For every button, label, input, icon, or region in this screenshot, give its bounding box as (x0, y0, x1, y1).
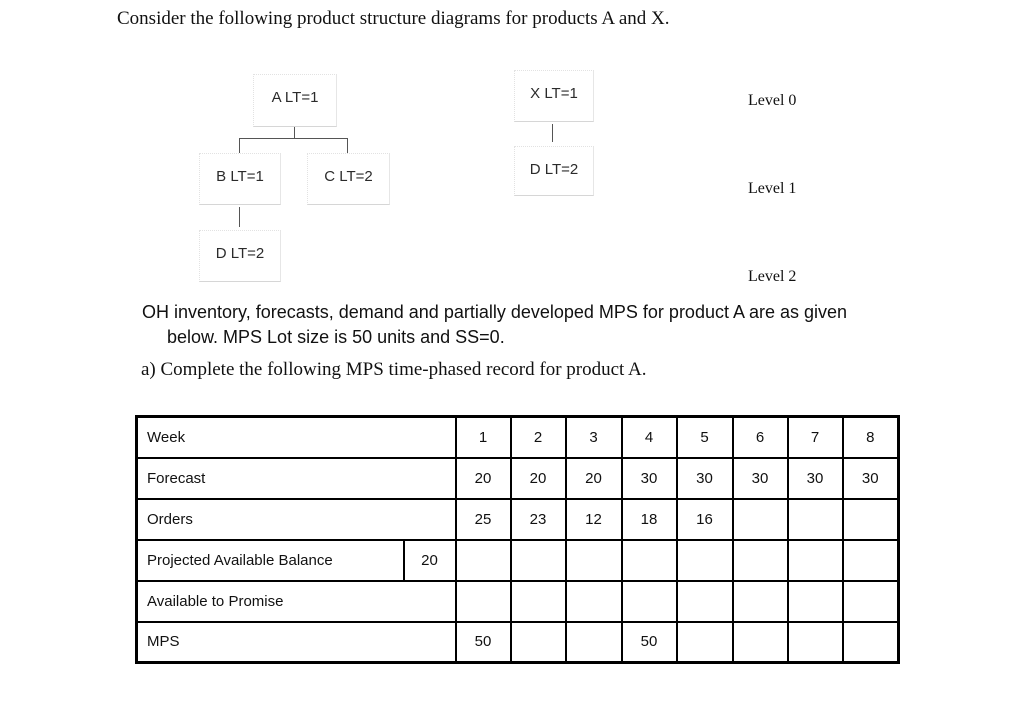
table-cell[interactable] (622, 581, 677, 622)
table-cell[interactable]: 20 (456, 458, 511, 499)
table-cell[interactable]: 25 (456, 499, 511, 540)
week-row (137, 417, 899, 458)
week-cell: 3 (566, 417, 622, 458)
table-cell[interactable]: 16 (677, 499, 733, 540)
table-cell[interactable] (566, 622, 622, 663)
description-text (142, 300, 847, 350)
table-cell[interactable] (788, 540, 843, 581)
node-x: X LT=1 (514, 70, 594, 122)
forecast-row (137, 458, 899, 499)
table-cell[interactable]: 20 (511, 458, 566, 499)
table-cell[interactable] (733, 540, 788, 581)
table-cell[interactable] (843, 540, 899, 581)
table-cell[interactable] (733, 622, 788, 663)
table-cell[interactable] (566, 581, 622, 622)
node-a: A LT=1 (253, 74, 337, 127)
orders-label: Orders (137, 499, 456, 540)
table-cell[interactable]: 30 (843, 458, 899, 499)
week-cell: 2 (511, 417, 566, 458)
table-cell[interactable] (843, 499, 899, 540)
table-cell[interactable] (788, 499, 843, 540)
week-cell: 6 (733, 417, 788, 458)
table-cell[interactable] (733, 499, 788, 540)
initial-balance-cell[interactable]: 20 (404, 540, 456, 581)
connector (347, 138, 348, 153)
table-cell[interactable] (788, 622, 843, 663)
table-cell[interactable] (511, 540, 566, 581)
table-cell[interactable] (456, 581, 511, 622)
table-cell[interactable] (677, 581, 733, 622)
table-cell[interactable] (843, 622, 899, 663)
available-to-promise-row (137, 581, 899, 622)
available-to-promise-label: Available to Promise (137, 581, 456, 622)
table-cell[interactable] (566, 540, 622, 581)
level-0-label: Level 0 (748, 92, 797, 109)
table-cell[interactable]: 50 (622, 622, 677, 663)
level-2-label: Level 2 (748, 268, 797, 285)
week-cell: 5 (677, 417, 733, 458)
table-cell[interactable] (511, 622, 566, 663)
connector (239, 207, 240, 227)
table-cell[interactable]: 30 (733, 458, 788, 499)
description-line-2: below. MPS Lot size is 50 units and SS=0. (167, 327, 505, 347)
week-cell: 7 (788, 417, 843, 458)
node-d-left: D LT=2 (199, 230, 281, 282)
table-cell[interactable]: 30 (788, 458, 843, 499)
week-cell: 4 (622, 417, 677, 458)
table-cell[interactable] (677, 540, 733, 581)
node-b: B LT=1 (199, 153, 281, 205)
table-cell[interactable]: 23 (511, 499, 566, 540)
mps-label: MPS (137, 622, 456, 663)
table-cell[interactable] (733, 581, 788, 622)
table-cell[interactable]: 18 (622, 499, 677, 540)
projected-available-balance-label: Projected Available Balance (137, 540, 404, 581)
table-cell[interactable] (622, 540, 677, 581)
orders-row (137, 499, 899, 540)
connector (239, 138, 348, 139)
node-c: C LT=2 (307, 153, 390, 205)
intro-text: Consider the following product structure diagrams for products A and X. (117, 8, 670, 29)
week-cell: 1 (456, 417, 511, 458)
connector (294, 127, 295, 138)
mps-row (137, 622, 899, 663)
forecast-label: Forecast (137, 458, 456, 499)
table-cell[interactable] (843, 581, 899, 622)
table-cell[interactable]: 50 (456, 622, 511, 663)
projected-available-balance-row (137, 540, 899, 581)
table-cell[interactable] (511, 581, 566, 622)
table-cell[interactable] (456, 540, 511, 581)
table-cell[interactable] (788, 581, 843, 622)
table-cell[interactable]: 30 (677, 458, 733, 499)
table-cell[interactable] (677, 622, 733, 663)
week-label: Week (137, 417, 456, 458)
question-a: a) Complete the following MPS time-phased record for product A. (141, 359, 647, 380)
table-cell[interactable]: 12 (566, 499, 622, 540)
table-cell[interactable]: 30 (622, 458, 677, 499)
table-cell[interactable]: 20 (566, 458, 622, 499)
connector (552, 124, 553, 142)
week-cell: 8 (843, 417, 899, 458)
level-1-label: Level 1 (748, 180, 797, 197)
connector (239, 138, 240, 153)
description-line-1: OH inventory, forecasts, demand and partially developed MPS for product A are as given (142, 302, 848, 322)
mps-record-table (135, 415, 900, 664)
node-d-right: D LT=2 (514, 146, 594, 196)
